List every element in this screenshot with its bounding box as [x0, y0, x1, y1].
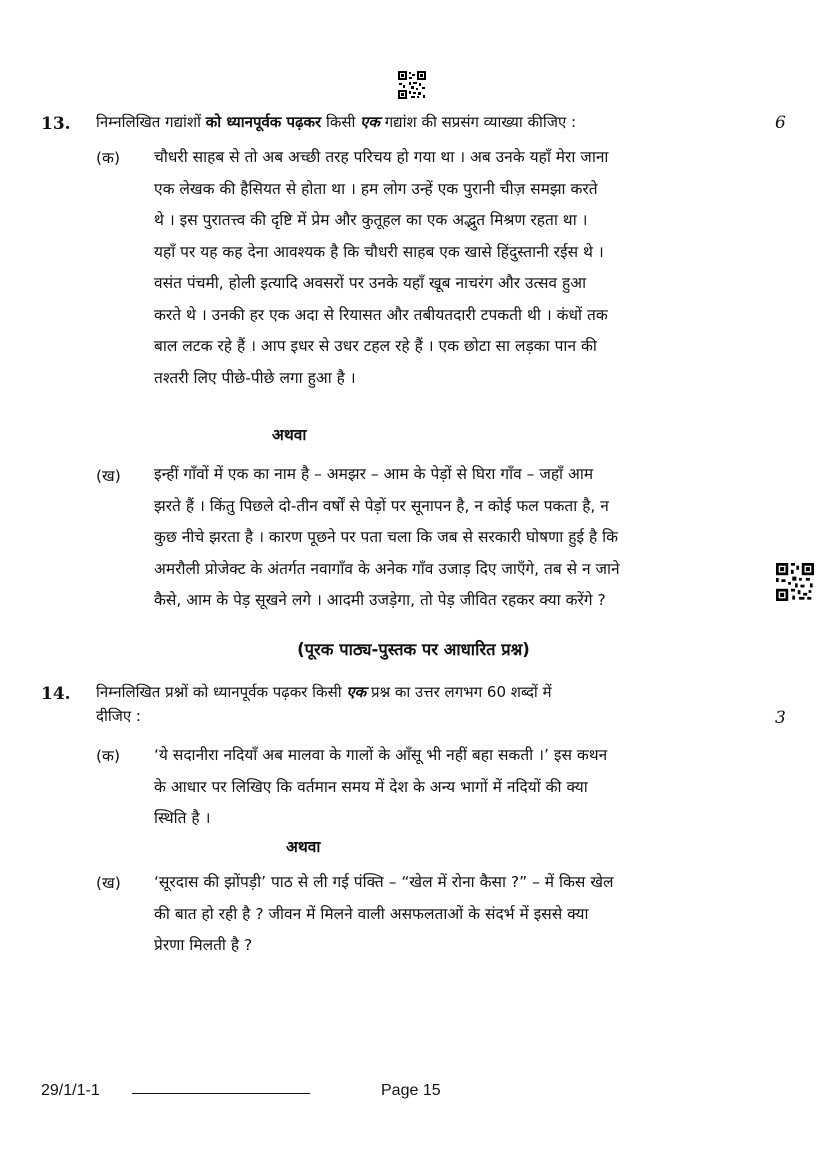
passage-line: बाल लटक रहे हैं । आप इधर से उधर टहल रहे हैं । एक छोटा सा लड़का पान की [154, 337, 597, 355]
question-14-stem-text: निम्नलिखित प्रश्नों को ध्यानपूर्वक पढ़कर किसी [96, 683, 347, 701]
qr-code-top-icon [398, 71, 426, 99]
section-heading: (पूरक पाठ्य-पुस्तक पर आधारित प्रश्न) [297, 640, 530, 659]
question-14-stem [96, 680, 744, 728]
question-14-option-a-label: (क) [96, 747, 120, 765]
question-14-stem-line-1 [96, 680, 744, 704]
qr-code-side-icon [776, 563, 814, 601]
question-14-option-b-label: (ख) [96, 874, 121, 892]
passage-line: अमरौली प्रोजेक्ट के अंतर्गत नवागाँव के अनेक गाँव उजाड़ दिए जाएँगे, तब से न जाने [154, 559, 620, 578]
question-line: स्थिति है । [154, 809, 211, 827]
question-line: ‘सूरदास की झोंपड़ी’ पाठ से ली गई पंक्ति – “खेल में रोना कैसा ?” – में किस खेल [154, 873, 614, 891]
question-14-number: 14. [41, 684, 71, 704]
passage-line: कुछ नीचे झरता है । कारण पूछने पर पता चला कि जब से सरकारी घोषणा हुई है कि [154, 528, 619, 546]
question-13-option-a-label: (क) [96, 149, 120, 167]
question-line: ‘ये सदानीरा नदियाँ अब मालवा के गालों के आँसू भी नहीं बहा सकती ।’ इस कथन [154, 746, 608, 764]
passage-line: थे । इस पुरातत्त्व की दृष्टि में प्रेम और कुतूहल का एक अद्भुत मिश्रण रहता था । [154, 211, 588, 229]
question-14-option-a-text [154, 740, 742, 835]
question-14-stem-line-2: दीजिए : [96, 707, 141, 725]
footer-divider [132, 1093, 310, 1094]
passage-line: करते थे । उनकी हर एक अदा से रियासत और तबीयतदारी टपकती थी । कंधों तक [154, 305, 608, 324]
question-13-stem [96, 110, 576, 134]
question-14-stem-text-2: प्रश्न का उत्तर लगभग 60 शब्दों में [366, 683, 552, 701]
question-13-stem-text: निम्नलिखित गद्यांशों [96, 113, 206, 131]
question-14-option-b-text [154, 867, 742, 962]
question-14-stem-emphasis: एक [346, 683, 367, 701]
question-13-marks: 6 [775, 113, 786, 133]
passage-line: यहाँ पर यह कह देना आवश्यक है कि चौधरी साहब एक खासे हिंदुस्तानी रईस थे । [154, 242, 604, 261]
question-13-stem-text-2: किसी [321, 113, 361, 131]
question-13-stem-emphasis: एक [360, 113, 380, 131]
question-14-or-label: अथवा [286, 838, 321, 856]
passage-line: वसंत पंचमी, होली इत्यादि अवसरों पर उनके यहाँ खूब नाचरंग और उत्सव हुआ [154, 274, 587, 292]
question-14-marks: 3 [775, 708, 786, 728]
question-line: की बात हो रही है ? जीवन में मिलने वाली असफलताओं के संदर्भ में इससे क्या [154, 904, 589, 923]
page-number: Page 15 [381, 1082, 441, 1099]
passage-line: कैसे, आम के पेड़ सूखने लगे । आदमी उजड़ेगा, तो पेड़ जीवित रहकर क्या करेंगे ? [154, 591, 606, 609]
question-13-option-a-passage [154, 142, 742, 394]
question-line: के आधार पर लिखिए कि वर्तमान समय में देश के अन्य भागों में नदियों की क्या [154, 777, 588, 796]
question-13-option-b-label: (ख) [96, 467, 121, 485]
question-13-stem-text-3: गद्यांश की सप्रसंग व्याख्या कीजिए : [379, 113, 577, 131]
question-13-or-label: अथवा [272, 426, 307, 444]
paper-code: 29/1/1-1 [41, 1082, 100, 1099]
passage-line: इन्हीं गाँवों में एक का नाम है – अमझर – आम के पेड़ों से घिरा गाँव – जहाँ आम [154, 465, 594, 483]
passage-line: एक लेखक की हैसियत से होता था । हम लोग उन्हें एक पुरानी चीज़ समझा करते [154, 179, 598, 198]
passage-line: चौधरी साहब से तो अब अच्छी तरह परिचय हो गया था । अब उनके यहाँ मेरा जाना [154, 148, 609, 166]
question-13-option-b-passage [154, 459, 742, 617]
passage-line: झरते हैं । किंतु पिछले दो-तीन वर्षों से पेड़ों पर सूनापन है, न कोई फल पकता है, न [154, 496, 609, 515]
question-line: प्रेरणा मिलती है ? [154, 936, 253, 954]
passage-line: तश्तरी लिए पीछे-पीछे लगा हुआ है । [154, 368, 356, 387]
question-13-stem-bold: को ध्यानपूर्वक पढ़कर [205, 113, 322, 131]
question-13-number: 13. [41, 114, 71, 134]
